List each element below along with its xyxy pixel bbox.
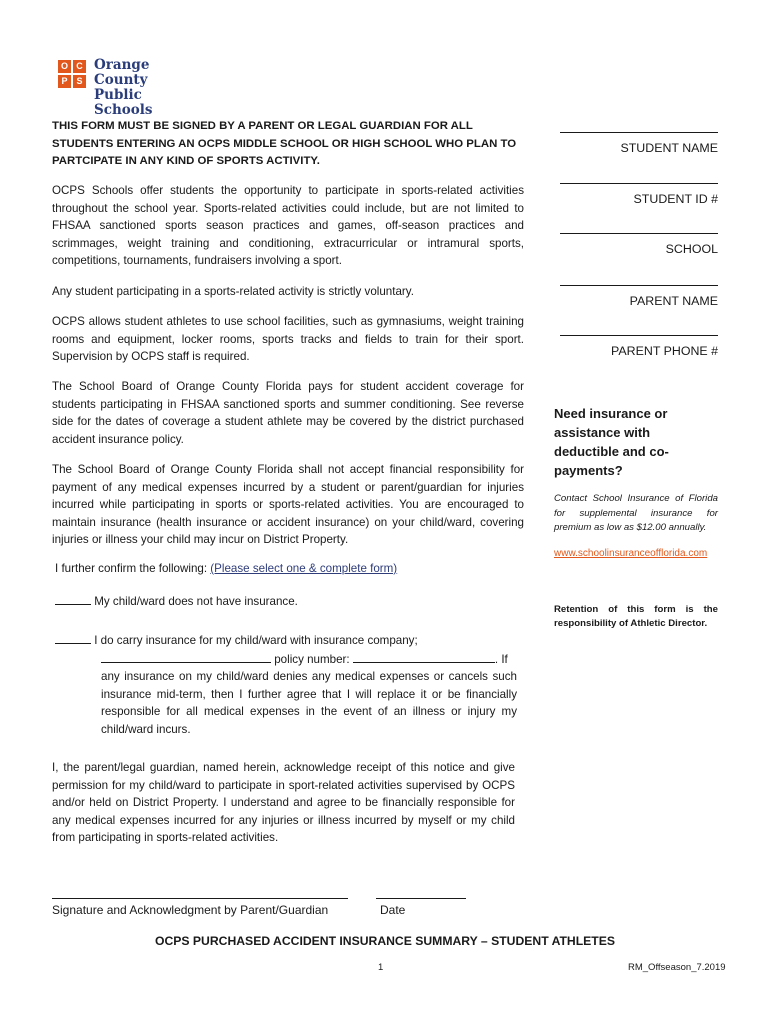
field-student-name-label: STUDENT NAME [620, 141, 718, 155]
logo-letter-p: P [58, 75, 71, 88]
field-parent-phone[interactable] [560, 335, 718, 358]
policy-number-label: policy number: [274, 652, 350, 666]
acknowledgment-paragraph: I, the parent/legal guardian, named herein, acknowledge receipt of this notice and give permission for my child/ward to participate in sport-related activities supervised by OCPS and/or held on District Property. I understand and agree to be financially responsible for any medical expenses incurred for any injuries or illness incurred by myself or my child from participating in sports-related activities. [52, 761, 515, 844]
field-student-id-line[interactable] [560, 183, 718, 184]
field-student-id[interactable] [560, 183, 718, 206]
logo-letter-c: C [73, 60, 86, 73]
option-has-insurance-start: I do carry insurance for my child/ward with insurance company; [94, 634, 418, 647]
ocps-logo [58, 57, 198, 118]
logo-line-1: Orange County [94, 57, 150, 88]
footer-title: OCPS PURCHASED ACCIDENT INSURANCE SUMMARY – STUDENT ATHLETES [155, 934, 615, 948]
field-student-name-line[interactable] [560, 132, 718, 133]
option-no-insurance [55, 592, 527, 611]
field-parent-name-line[interactable] [560, 285, 718, 286]
option-has-insurance-line1 [55, 631, 527, 650]
insurance-website-link[interactable]: www.schoolinsuranceofflorida.com [554, 548, 708, 559]
policy-line-end: . If [494, 652, 508, 666]
date-label: Date [380, 903, 406, 917]
option-has-insurance [55, 631, 527, 738]
logo-letter-s: S [73, 75, 86, 88]
page-number: 1 [378, 962, 384, 973]
policy-number-field[interactable] [353, 650, 495, 663]
field-parent-phone-label: PARENT PHONE # [611, 344, 718, 358]
paragraph-activities: OCPS Schools offer students the opportunity to participate in sports-related activities throughout the school year. Sports-related activities could include, but are not limited to FHSAA sanctioned sports season practices and games, off-season practices and scrimmages, weight training and conditioning, extracurricular or intramural sports, competitions, tournaments, fundraisers involving a sport. [52, 184, 524, 267]
option-has-insurance-rest: any insurance on my child/ward denies any medical expenses or cancels such insurance mid-term, then I further agree that I will replace it or be financially responsible for all medical expenses in the event of an illness or injury my child/ward incurs. [101, 670, 517, 736]
paragraph-coverage: The School Board of Orange County Florida pays for student accident coverage for students participating in FHSAA sanctioned sports and summer conditioning. See reverse side for the dates of coverage a student athlete may be covered by the district purchased accident insurance policy. [52, 380, 524, 446]
insurance-company-row [101, 650, 527, 669]
retention-note: Retention of this form is the responsibility of Athletic Director. [554, 604, 718, 629]
ocps-logo-mark [58, 60, 86, 88]
field-student-id-label: STUDENT ID # [633, 192, 718, 206]
logo-wordmark [94, 58, 198, 118]
date-line[interactable] [376, 898, 466, 899]
field-school-line[interactable] [560, 233, 718, 234]
confirm-instruction: (Please select one & complete form) [210, 562, 398, 575]
option-has-insurance-details [55, 650, 527, 739]
logo-letter-o: O [58, 60, 71, 73]
option-has-insurance-checkbox[interactable] [55, 631, 91, 644]
paragraph-responsibility: The School Board of Orange County Florida shall not accept financial responsibility for payment of any medical expenses incurred by a student or parent/guardian for injuries incurred while participating in sports or sports-related activities. You are encouraged to maintain insurance (health insurance or accident insurance) on your child/ward, covering injuries or illness your child may incur on District Property. [52, 463, 524, 546]
field-parent-phone-line[interactable] [560, 335, 718, 336]
field-parent-name-label: PARENT NAME [629, 294, 718, 308]
option-no-insurance-checkbox[interactable] [55, 592, 91, 605]
signature-line[interactable] [52, 898, 348, 899]
signature-label: Signature and Acknowledgment by Parent/Guardian [52, 903, 329, 917]
paragraph-facilities: OCPS allows student athletes to use school facilities, such as gymnasiums, weight training rooms and equipment, locker rooms, sports tracks and fields to train for their sport. Supervision by OCPS staff is required. [52, 315, 524, 363]
insurance-contact-note: Contact School Insurance of Florida for supplemental insurance for premium as low as $12.00 annually. [554, 493, 718, 533]
insurance-company-field[interactable] [101, 650, 271, 663]
confirm-prefix: I further confirm the following: [55, 562, 211, 575]
option-no-insurance-label: My child/ward does not have insurance. [94, 595, 298, 608]
insurance-help-heading: Need insurance or assistance with deductible and co-payments? [554, 406, 669, 478]
document-code: RM_Offseason_7.2019 [628, 962, 726, 973]
intro-heading: THIS FORM MUST BE SIGNED BY A PARENT OR LEGAL GUARDIAN FOR ALL STUDENTS ENTERING AN OCPS MIDDLE SCHOOL OR HIGH SCHOOL WHO PLAN TO PARTCIPATE IN ANY KIND OF SPORTS ACTIVITY. [52, 120, 517, 167]
field-parent-name[interactable] [560, 285, 718, 308]
confirm-line [55, 560, 527, 578]
logo-line-2: Public Schools [94, 87, 153, 118]
field-student-name[interactable] [560, 132, 718, 155]
field-school[interactable] [560, 233, 718, 256]
field-school-label: SCHOOL [665, 242, 718, 256]
paragraph-voluntary: Any student participating in a sports-related activity is strictly voluntary. [52, 285, 414, 298]
